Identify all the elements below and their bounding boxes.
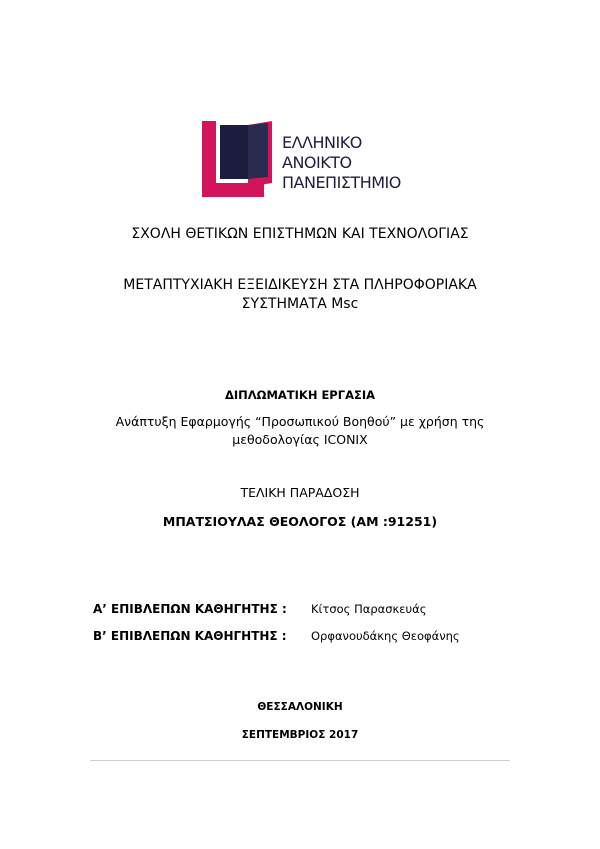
supervisor-a-name: Κίτσος Παρασκευάς xyxy=(311,602,427,616)
program-title-line-1: ΜΕΤΑΠΤΥΧΙΑΚΗ ΕΞΕΙΔΙΚΕΥΣΗ ΣΤΑ ΠΛΗΡΟΦΟΡΙΑΚΑ xyxy=(123,277,477,293)
footer-divider xyxy=(90,760,510,761)
city: ΘΕΣΣΑΛΟΝΙΚΗ xyxy=(257,701,343,713)
delivery-label: ΤΕΛΙΚΗ ΠΑΡΑΔΟΣΗ xyxy=(240,485,360,500)
logo-line-3: ΠΑΝΕΠΙΣΤΗΜΙΟ xyxy=(282,173,401,192)
logo-wordmark xyxy=(282,133,401,193)
supervisor-a-label: Α’ ΕΠΙΒΛΕΠΩΝ ΚΑΘΗΓΗΤΗΣ : xyxy=(93,602,287,616)
supervisor-a xyxy=(93,602,426,616)
thesis-title xyxy=(60,413,540,449)
program-title xyxy=(60,276,540,314)
thesis-title-line-1: Ανάπτυξη Εφαρμογής “Προσωπικού Βοηθού” με χρήση της xyxy=(115,414,485,429)
logo-line-2: ΑΝΟΙΚΤΟ xyxy=(282,153,352,172)
supervisor-b-name: Ορφανουδάκης Θεοφάνης xyxy=(311,629,460,643)
supervisor-b-label: Β’ ΕΠΙΒΛΕΠΩΝ ΚΑΘΗΓΗΤΗΣ : xyxy=(93,629,287,643)
logo-line-1: ΕΛΛΗΝΙΚΟ xyxy=(282,133,362,152)
date: ΣΕΠΤΕΜΒΡΙΟΣ 2017 xyxy=(241,729,359,741)
supervisor-b xyxy=(93,629,460,643)
thesis-label: ΔΙΠΛΩΜΑΤΙΚΗ ΕΡΓΑΣΙΑ xyxy=(224,388,376,402)
thesis-title-line-2: μεθοδολογίας ICONIX xyxy=(232,432,368,447)
university-logo xyxy=(202,121,402,197)
student-name: ΜΠΑΤΣΙΟΥΛΑΣ ΘΕΟΛΟΓΟΣ (ΑΜ :91251) xyxy=(162,514,438,529)
school-title: ΣΧΟΛΗ ΘΕΤΙΚΩΝ ΕΠΙΣΤΗΜΩΝ ΚΑΙ ΤΕΧΝΟΛΟΓΙΑΣ xyxy=(131,226,469,242)
book-logo-icon xyxy=(202,121,278,197)
program-title-line-2: ΣΥΣΤΗΜΑΤΑ Msc xyxy=(241,296,359,312)
